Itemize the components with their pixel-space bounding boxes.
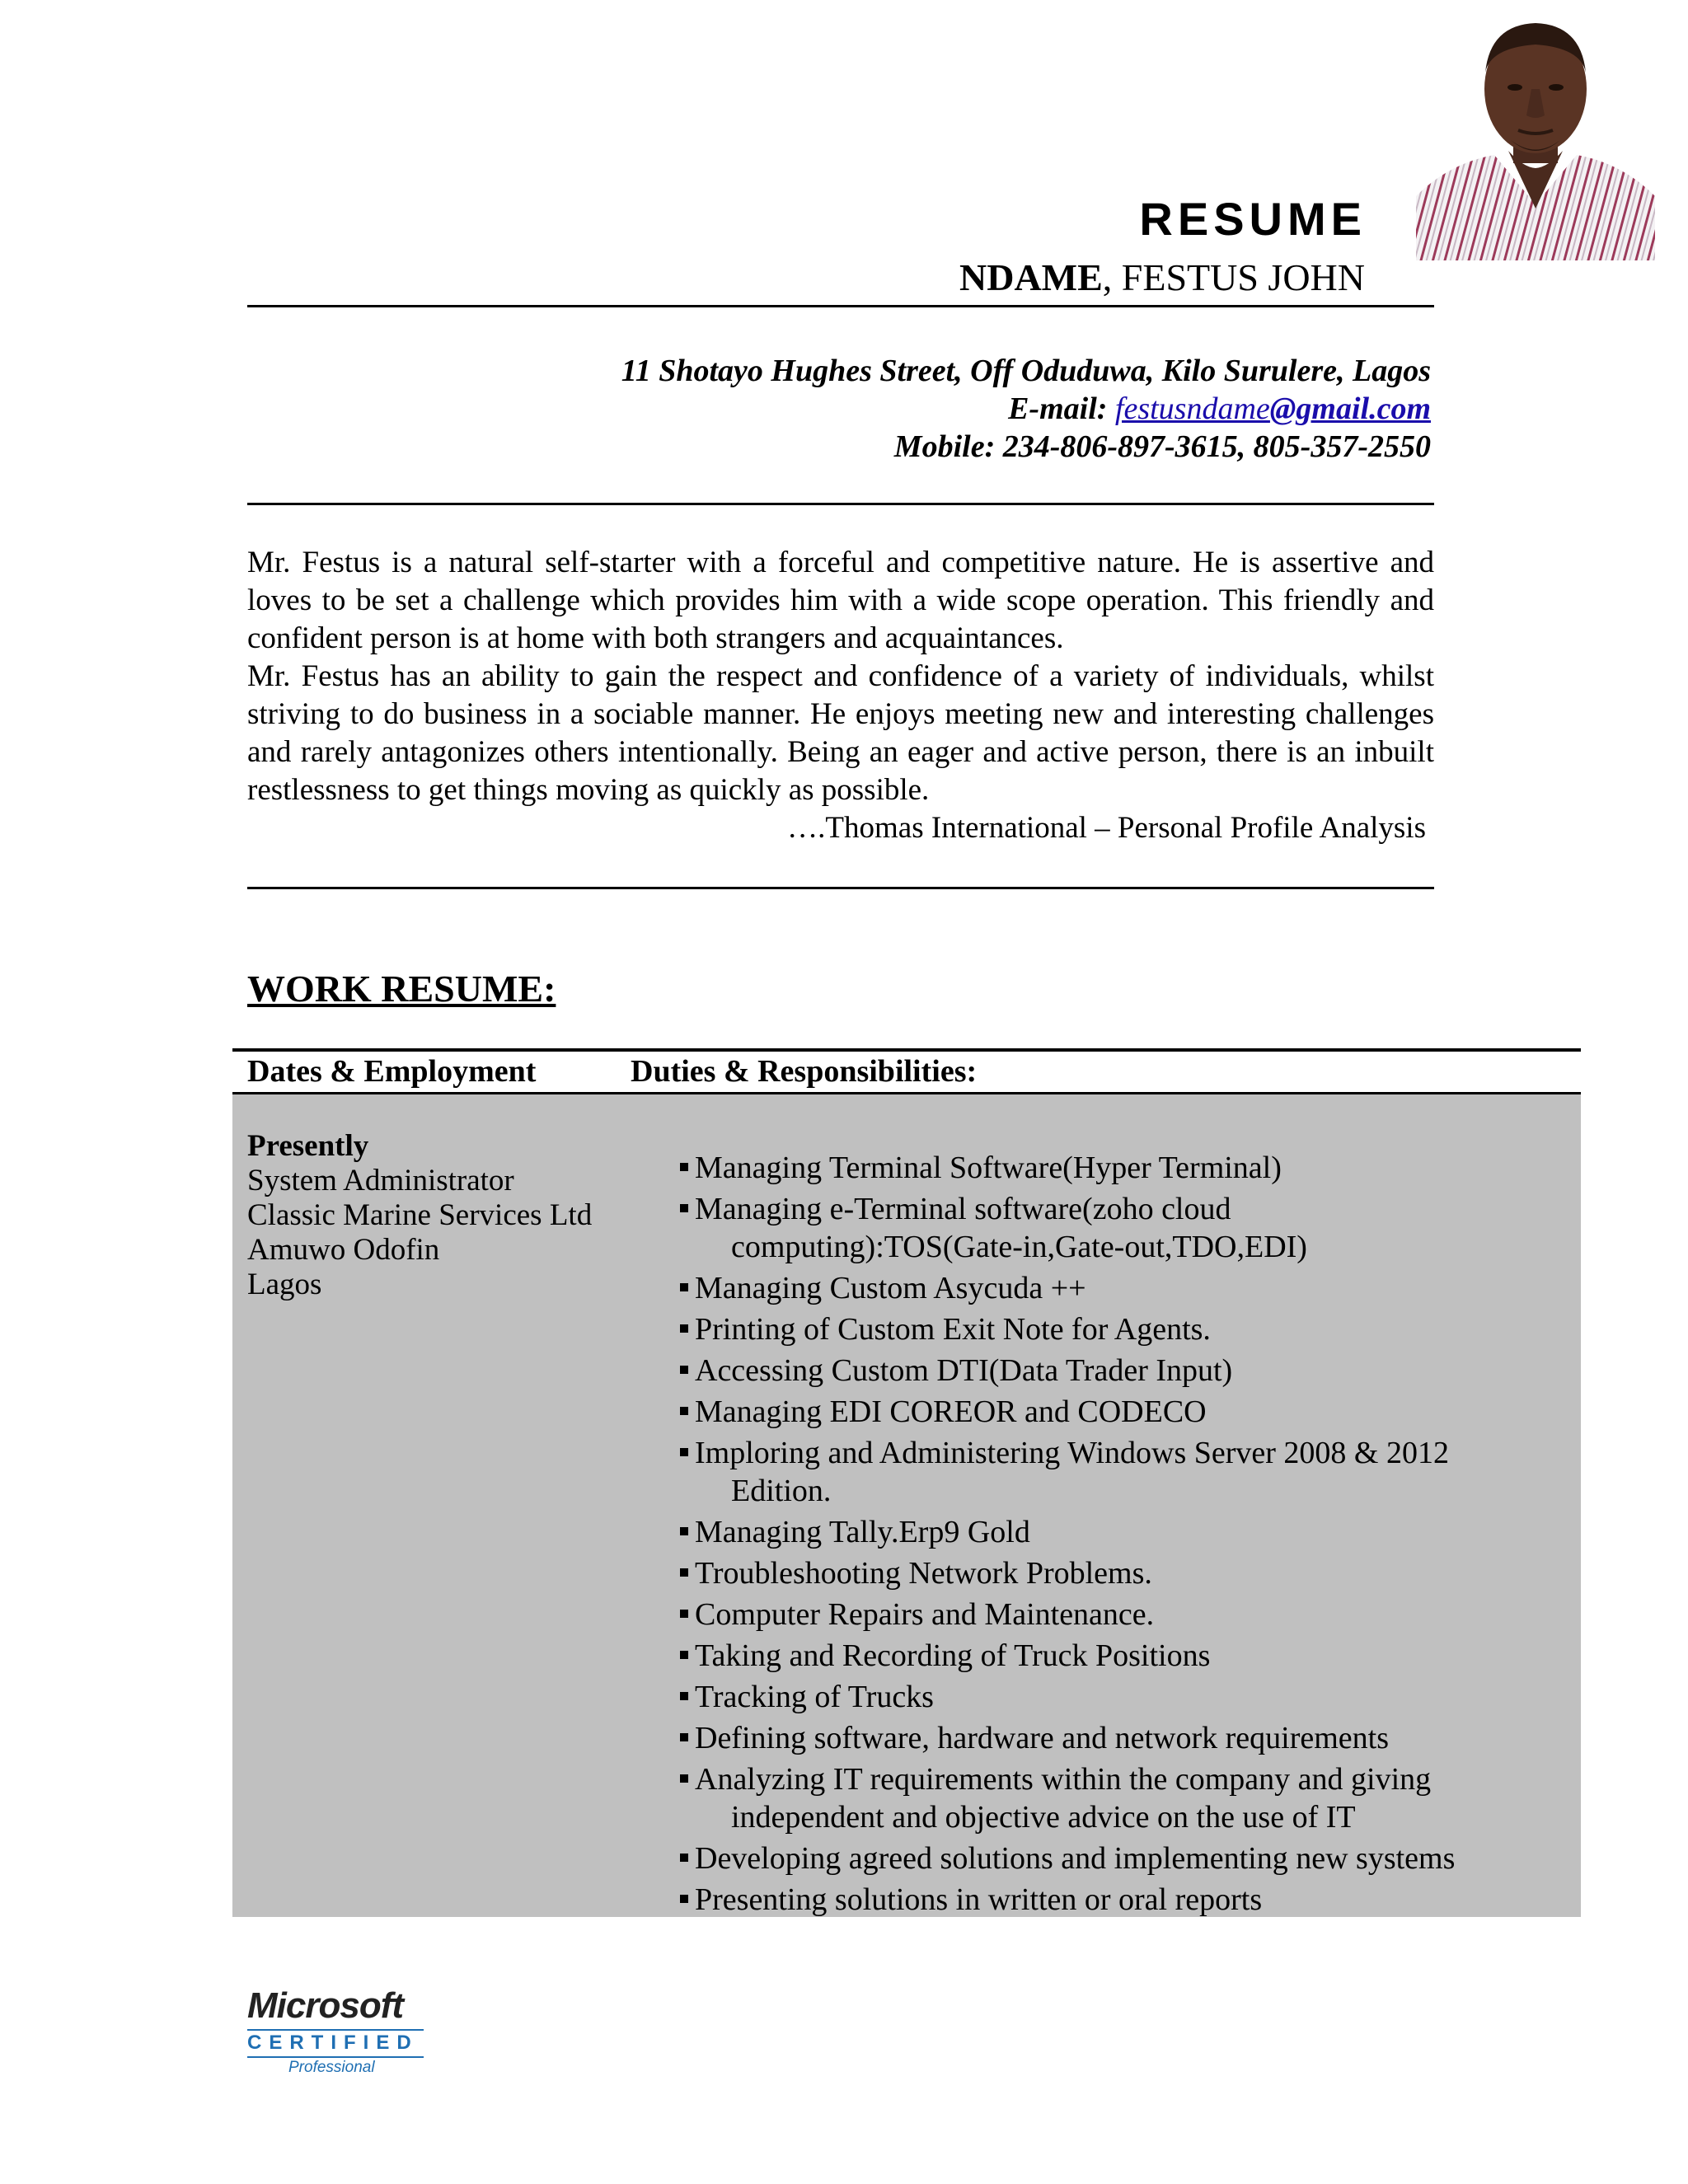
duty-item: [680, 1840, 1566, 1877]
duty-text: Accessing Custom DTI(Data Trader Input): [695, 1353, 1233, 1388]
bullet-icon: [680, 1651, 688, 1659]
duties-list: [680, 1149, 1566, 1922]
duty-text: Managing Custom Asycuda ++: [695, 1271, 1086, 1305]
profile-summary: [247, 544, 1434, 847]
duty-item: [680, 1596, 1566, 1633]
duty-text: Printing of Custom Exit Note for Agents.: [695, 1312, 1211, 1347]
duty-item: [680, 1719, 1566, 1757]
duty-item: [680, 1434, 1566, 1510]
duty-continuation: computing):TOS(Gate-in,Gate-out,TDO,EDI): [731, 1230, 1307, 1264]
employment-city: Lagos: [247, 1268, 322, 1301]
duty-text: Tracking of Trucks: [695, 1680, 934, 1714]
table-top-rule: [232, 1048, 1581, 1052]
email-user: festusndame: [1114, 391, 1270, 426]
duty-item: [680, 1190, 1566, 1266]
logo-certified: CERTIFIED: [247, 2029, 424, 2058]
bullet-icon: [680, 1774, 688, 1783]
duty-text: Troubleshooting Network Problems.: [695, 1556, 1152, 1591]
duty-text: Computer Repairs and Maintenance.: [695, 1597, 1155, 1632]
duty-text: Imploring and Administering Windows Server 2008 & 2012: [695, 1436, 1449, 1470]
bullet-icon: [680, 1895, 688, 1903]
bullet-icon: [680, 1610, 688, 1618]
full-name: [959, 257, 1365, 299]
bullet-icon: [680, 1448, 688, 1456]
duty-item: [680, 1393, 1566, 1431]
bullet-icon: [680, 1204, 688, 1212]
work-resume-heading: WORK RESUME:: [247, 968, 556, 1010]
duty-item: [680, 1352, 1566, 1390]
email-domain: @gmail.com: [1269, 391, 1431, 426]
bullet-icon: [680, 1692, 688, 1700]
duty-text: Managing e-Terminal software(zoho cloud: [695, 1192, 1231, 1226]
duty-item: [680, 1310, 1566, 1348]
email-line: [1008, 391, 1431, 429]
employment-company: Classic Marine Services Ltd: [247, 1198, 593, 1232]
duty-text: Managing Tally.Erp9 Gold: [695, 1515, 1030, 1549]
duty-item: [680, 1881, 1566, 1919]
surname: NDAME: [959, 256, 1103, 298]
bullet-icon: [680, 1283, 688, 1291]
header-divider: [247, 305, 1434, 307]
email-link[interactable]: [1115, 391, 1431, 426]
profile-paragraph-1: Mr. Festus is a natural self-starter with a forceful and competitive nature. He is assertive and loves to be set a challenge which provides him with a wide scope operation. This friendly and confident person is at home with both strangers and acquaintances.: [247, 546, 1434, 655]
duty-item: [680, 1269, 1566, 1307]
duty-text: Taking and Recording of Truck Positions: [695, 1638, 1211, 1673]
given-names: , FESTUS JOHN: [1102, 256, 1365, 298]
bullet-icon: [680, 1733, 688, 1741]
duty-text: Defining software, hardware and network requirements: [695, 1721, 1390, 1755]
profile-paragraph-2: Mr. Festus has an ability to gain the respect and confidence of a variety of individuals, whilst striving to do business in a sociable manner. He enjoys meeting new and interesting challenges and rarely antagonizes others intentionally. Being an eager and active person, there is an inbuilt restlessness to get things moving as quickly as possible.: [247, 659, 1434, 807]
duty-item: [680, 1760, 1566, 1836]
resume-title: RESUME: [1139, 193, 1367, 245]
profile-divider: [247, 887, 1434, 889]
duty-continuation: Edition.: [731, 1474, 832, 1508]
profile-photo: [1416, 7, 1655, 260]
bullet-icon: [680, 1163, 688, 1171]
bullet-icon: [680, 1324, 688, 1333]
col-duties-header: Duties & Responsibilities:: [631, 1054, 978, 1089]
duty-text: Presenting solutions in written or oral reports: [695, 1882, 1263, 1917]
duty-item: [680, 1637, 1566, 1675]
logo-level: Professional: [288, 2058, 375, 2076]
duty-item: [680, 1678, 1566, 1716]
duty-item: [680, 1554, 1566, 1592]
mobile: Mobile: 234-806-897-3615, 805-357-2550: [893, 429, 1431, 464]
bullet-icon: [680, 1568, 688, 1577]
employment-details: [247, 1129, 592, 1302]
duty-text: Developing agreed solutions and implementing new systems: [695, 1841, 1456, 1876]
col-dates-header: Dates & Employment: [247, 1054, 537, 1089]
employment-role: System Administrator: [247, 1164, 514, 1197]
duty-item: [680, 1513, 1566, 1551]
duty-text: Analyzing IT requirements within the company and giving: [695, 1762, 1432, 1797]
employment-period: Presently: [247, 1129, 369, 1163]
duty-text: Managing EDI COREOR and CODECO: [695, 1394, 1207, 1429]
address: 11 Shotayo Hughes Street, Off Oduduwa, Kilo Surulere, Lagos: [621, 354, 1431, 388]
contact-divider: [247, 503, 1434, 505]
table-header: [247, 1053, 978, 1090]
duty-item: [680, 1149, 1566, 1187]
bullet-icon: [680, 1366, 688, 1374]
bullet-icon: [680, 1407, 688, 1415]
duty-text: Managing Terminal Software(Hyper Terminal): [695, 1151, 1282, 1185]
employment-area: Amuwo Odofin: [247, 1233, 440, 1267]
duty-continuation: independent and objective advice on the use of IT: [731, 1800, 1356, 1835]
microsoft-certified-logo: [247, 1985, 429, 2078]
profile-source: ….Thomas International – Personal Profile Analysis: [787, 811, 1426, 845]
bullet-icon: [680, 1854, 688, 1862]
logo-wordmark: Microsoft: [247, 1985, 403, 2026]
bullet-icon: [680, 1527, 688, 1535]
email-label: E-mail:: [1008, 391, 1115, 426]
